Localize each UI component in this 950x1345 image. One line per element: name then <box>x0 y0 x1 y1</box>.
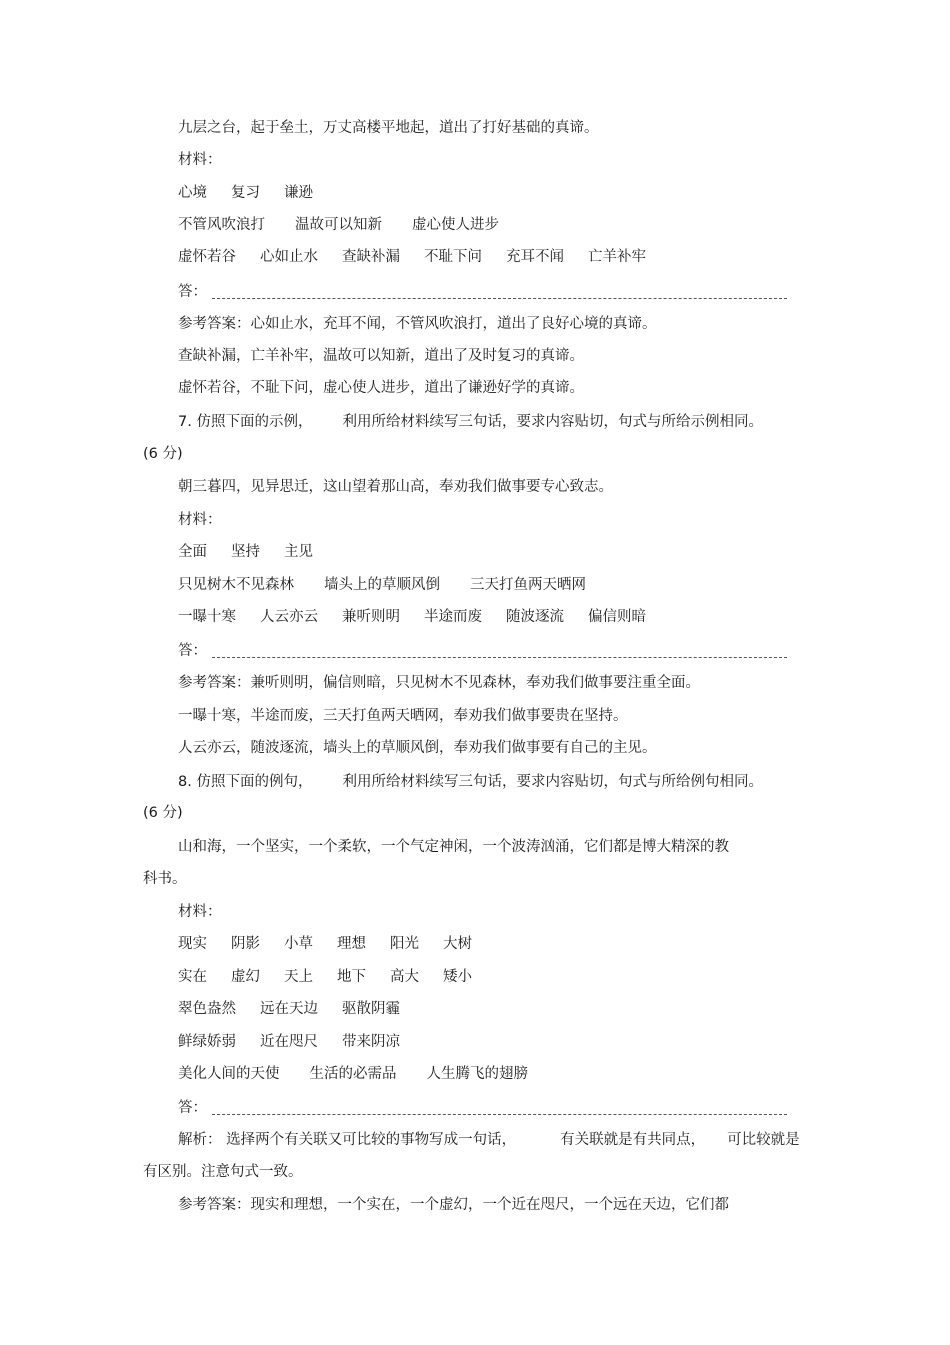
material-word: 虚怀若谷 <box>178 249 236 265</box>
reference-answer: 人云亦云，随波逐流，墙头上的草顺风倒，奉劝我们做事要有自己的主见。 <box>178 740 657 756</box>
material-word: 温故可以知新 <box>295 217 382 233</box>
material-word: 远在天边 <box>260 1001 318 1017</box>
material-word: 偏信则暗 <box>588 609 646 625</box>
material-word: 复习 <box>231 185 260 201</box>
material-word: 高大 <box>390 969 419 985</box>
material-row <box>178 1032 424 1052</box>
material-row <box>178 967 496 987</box>
material-word: 心境 <box>178 185 207 201</box>
material-label: 材料： <box>178 904 222 920</box>
material-row <box>178 542 337 562</box>
material-word: 全面 <box>178 544 207 560</box>
reference-answer: 查缺补漏，亡羊补牢，温故可以知新，道出了及时复习的真谛。 <box>178 348 584 364</box>
reference-answer: 一曝十寒，半途而废，三天打鱼两天晒网，奉劝我们做事要贵在坚持。 <box>178 708 628 724</box>
analysis-text-continued: 有区别。注意句式一致。 <box>143 1164 303 1180</box>
answer-line[interactable] <box>212 657 787 658</box>
material-row <box>178 575 610 595</box>
material-word: 大树 <box>443 936 472 952</box>
material-word: 墙头上的草顺风倒 <box>324 577 440 593</box>
analysis-text: 解析： 选择两个有关联又可比较的事物写成一句话， 有关联就是有共同点， 可比较就是 <box>178 1132 800 1148</box>
material-word: 实在 <box>178 969 207 985</box>
answer-line[interactable] <box>212 1114 787 1115</box>
material-word: 半途而废 <box>424 609 482 625</box>
material-word: 翠色盎然 <box>178 1001 236 1017</box>
material-row <box>178 183 337 203</box>
material-word: 现实 <box>178 936 207 952</box>
material-word: 生活的必需品 <box>309 1066 397 1082</box>
material-word: 谦逊 <box>284 185 313 201</box>
material-word: 心如止水 <box>260 249 318 265</box>
material-word: 人生腾飞的翅膀 <box>426 1066 528 1082</box>
material-word: 小草 <box>284 936 313 952</box>
material-label: 材料： <box>178 512 222 528</box>
material-word: 不管风吹浪打 <box>178 217 265 233</box>
material-word: 坚持 <box>231 544 260 560</box>
material-word: 近在咫尺 <box>260 1034 318 1050</box>
material-word: 只见树木不见森林 <box>178 577 294 593</box>
example-sentence: 九层之台，起于垒土，万丈高楼平地起，道出了打好基础的真谛。 <box>178 120 599 136</box>
material-word: 矮小 <box>443 969 472 985</box>
answer-label: 答： <box>178 643 207 659</box>
answer-label: 答： <box>178 1100 207 1116</box>
reference-answer: 参考答案：心如止水，充耳不闻，不管风吹浪打，道出了良好心境的真谛。 <box>178 316 657 332</box>
material-word: 天上 <box>284 969 313 985</box>
example-sentence-continued: 科书。 <box>143 871 187 887</box>
reference-answer: 参考答案：现实和理想，一个实在，一个虚幻，一个近在咫尺，一个远在天边，它们都 <box>178 1197 729 1213</box>
material-word: 阴影 <box>231 936 260 952</box>
material-word: 兼听则明 <box>342 609 400 625</box>
material-word: 查缺补漏 <box>342 249 400 265</box>
question-score: (6 分) <box>143 805 183 821</box>
material-row <box>178 1064 552 1084</box>
material-label: 材料： <box>178 152 222 168</box>
material-word: 三天打鱼两天晒网 <box>470 577 586 593</box>
material-word: 一曝十寒 <box>178 609 236 625</box>
example-sentence: 山和海，一个坚实，一个柔软，一个气定神闲，一个波涛汹涌，它们都是博大精深的教 <box>178 839 729 855</box>
question-heading: 7. 仿照下面的示例， 利用所给材料续写三句话，要求内容贴切，句式与所给示例相同。 <box>178 414 763 430</box>
material-word: 亡羊补牢 <box>588 249 646 265</box>
material-row <box>178 215 523 235</box>
material-word: 鲜绿娇弱 <box>178 1034 236 1050</box>
question-score: (6 分) <box>143 446 183 462</box>
material-word: 理想 <box>337 936 366 952</box>
material-word: 随波逐流 <box>506 609 564 625</box>
material-row <box>178 247 670 267</box>
reference-answer: 虚怀若谷，不耻下问，虚心使人进步，道出了谦逊好学的真谛。 <box>178 380 584 396</box>
answer-line[interactable] <box>212 298 787 299</box>
material-word: 主见 <box>284 544 313 560</box>
material-word: 虚幻 <box>231 969 260 985</box>
material-word: 地下 <box>337 969 366 985</box>
example-sentence: 朝三暮四，见异思迁，这山望着那山高，奉劝我们做事要专心致志。 <box>178 479 613 495</box>
question-heading: 8. 仿照下面的例句， 利用所给材料续写三句话，要求内容贴切，句式与所给例句相同。 <box>178 774 763 790</box>
material-word: 人云亦云 <box>260 609 318 625</box>
material-word: 虚心使人进步 <box>412 217 499 233</box>
material-row <box>178 999 424 1019</box>
material-word: 充耳不闻 <box>506 249 564 265</box>
material-word: 带来阴凉 <box>342 1034 400 1050</box>
material-word: 阳光 <box>390 936 419 952</box>
material-word: 美化人间的天使 <box>178 1066 280 1082</box>
reference-answer: 参考答案：兼听则明，偏信则暗，只见树木不见森林，奉劝我们做事要注重全面。 <box>178 675 700 691</box>
material-word: 不耻下问 <box>424 249 482 265</box>
answer-label: 答： <box>178 284 207 300</box>
material-row <box>178 934 496 954</box>
material-word: 驱散阴霾 <box>342 1001 400 1017</box>
material-row <box>178 607 670 627</box>
